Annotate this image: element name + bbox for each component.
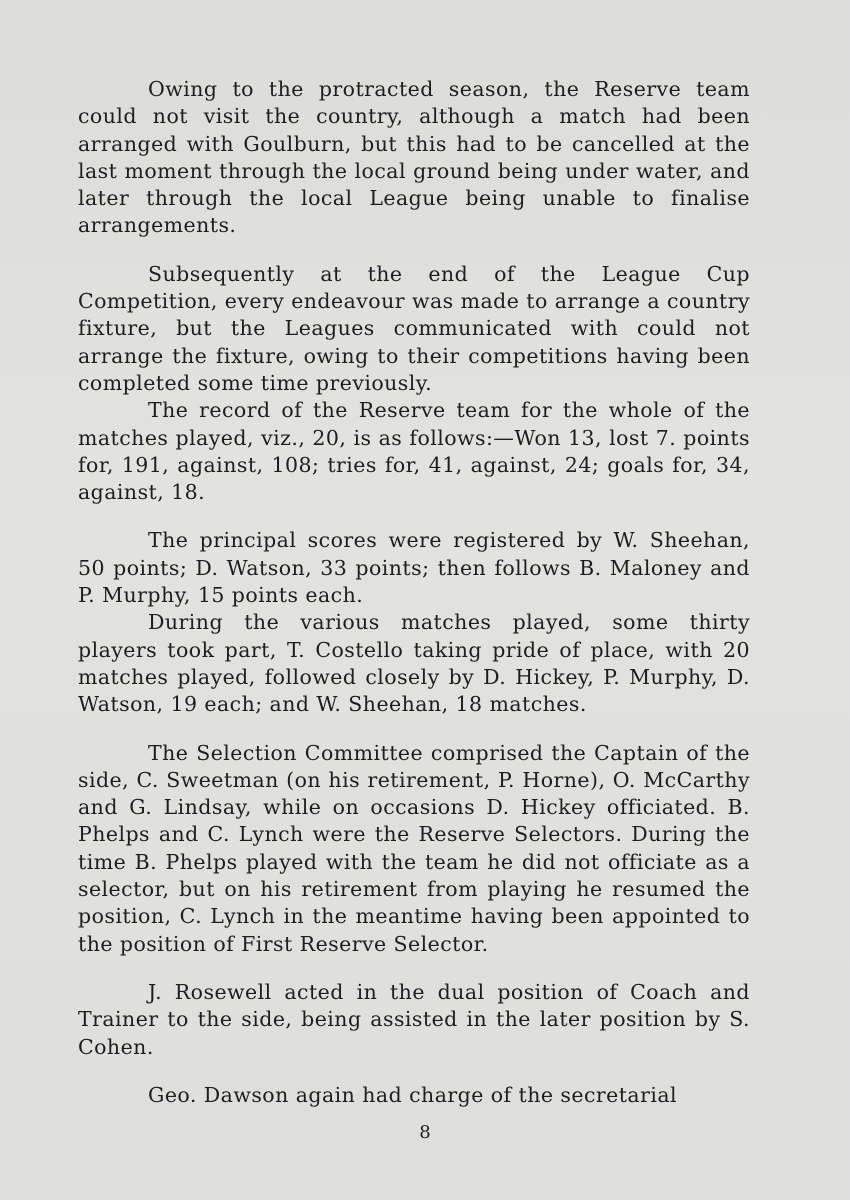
paragraph-selection-committee: The Selection Committee comprised the Captain of the side, C. Sweetman (on his retirement, P. Horne), O. McCarthy and G. Lindsay, while on occasions D. Hickey officiated. B. Phelps and C. Lynch were the Reserve Selectors. During the time B. Phelps played with the team he did not officiate as a selector, but on his retirement from playing he resumed the position, C. Lynch in the meantime having been appointed to the position of First Reserve Selector. [78,740,750,956]
paragraph-record: The record of the Reserve team for the whole of the matches played, viz., 20, is as follows:—Won 13, lost 7. points for, 191, against, 108; tries for, 41, against, 24; goals for, 34, against, 18. [78,398,750,505]
paragraph-season: Owing to the protracted season, the Reserve team could not visit the country, although a match had been arranged with Goulburn, but this had to be cancelled at the last moment through the local ground being under water, and later through the local League being unable to finalise arrangements. [78,77,750,238]
paragraph-coach: J. Rosewell acted in the dual position of Coach and Trainer to the side, being assisted in the later position by S. Cohen. [78,979,750,1059]
paragraph-principal-scores: The principal scores were registered by W. Sheehan, 50 points; D. Watson, 33 points; then follows B. Maloney and P. Murphy, 15 points each. [78,528,750,608]
body-text [78,76,750,1109]
paragraph-league-cup: Subsequently at the end of the League Cup Competition, every endeavour was made to arrange a country fixture, but the Leagues communicated with could not arrange the fixture, owing to their competitions having been completed some time previously. [78,261,750,395]
paragraph-players: During the various matches played, some thirty players took part, T. Costello taking pride of place, with 20 matches played, followed closely by D. Hickey, P. Murphy, D. Watson, 19 each; and W. Sheehan, 18 matches. [78,610,750,717]
paragraph-secretarial: Geo. Dawson again had charge of the secretarial [148,1082,678,1107]
page-number: 8 [419,1122,431,1143]
